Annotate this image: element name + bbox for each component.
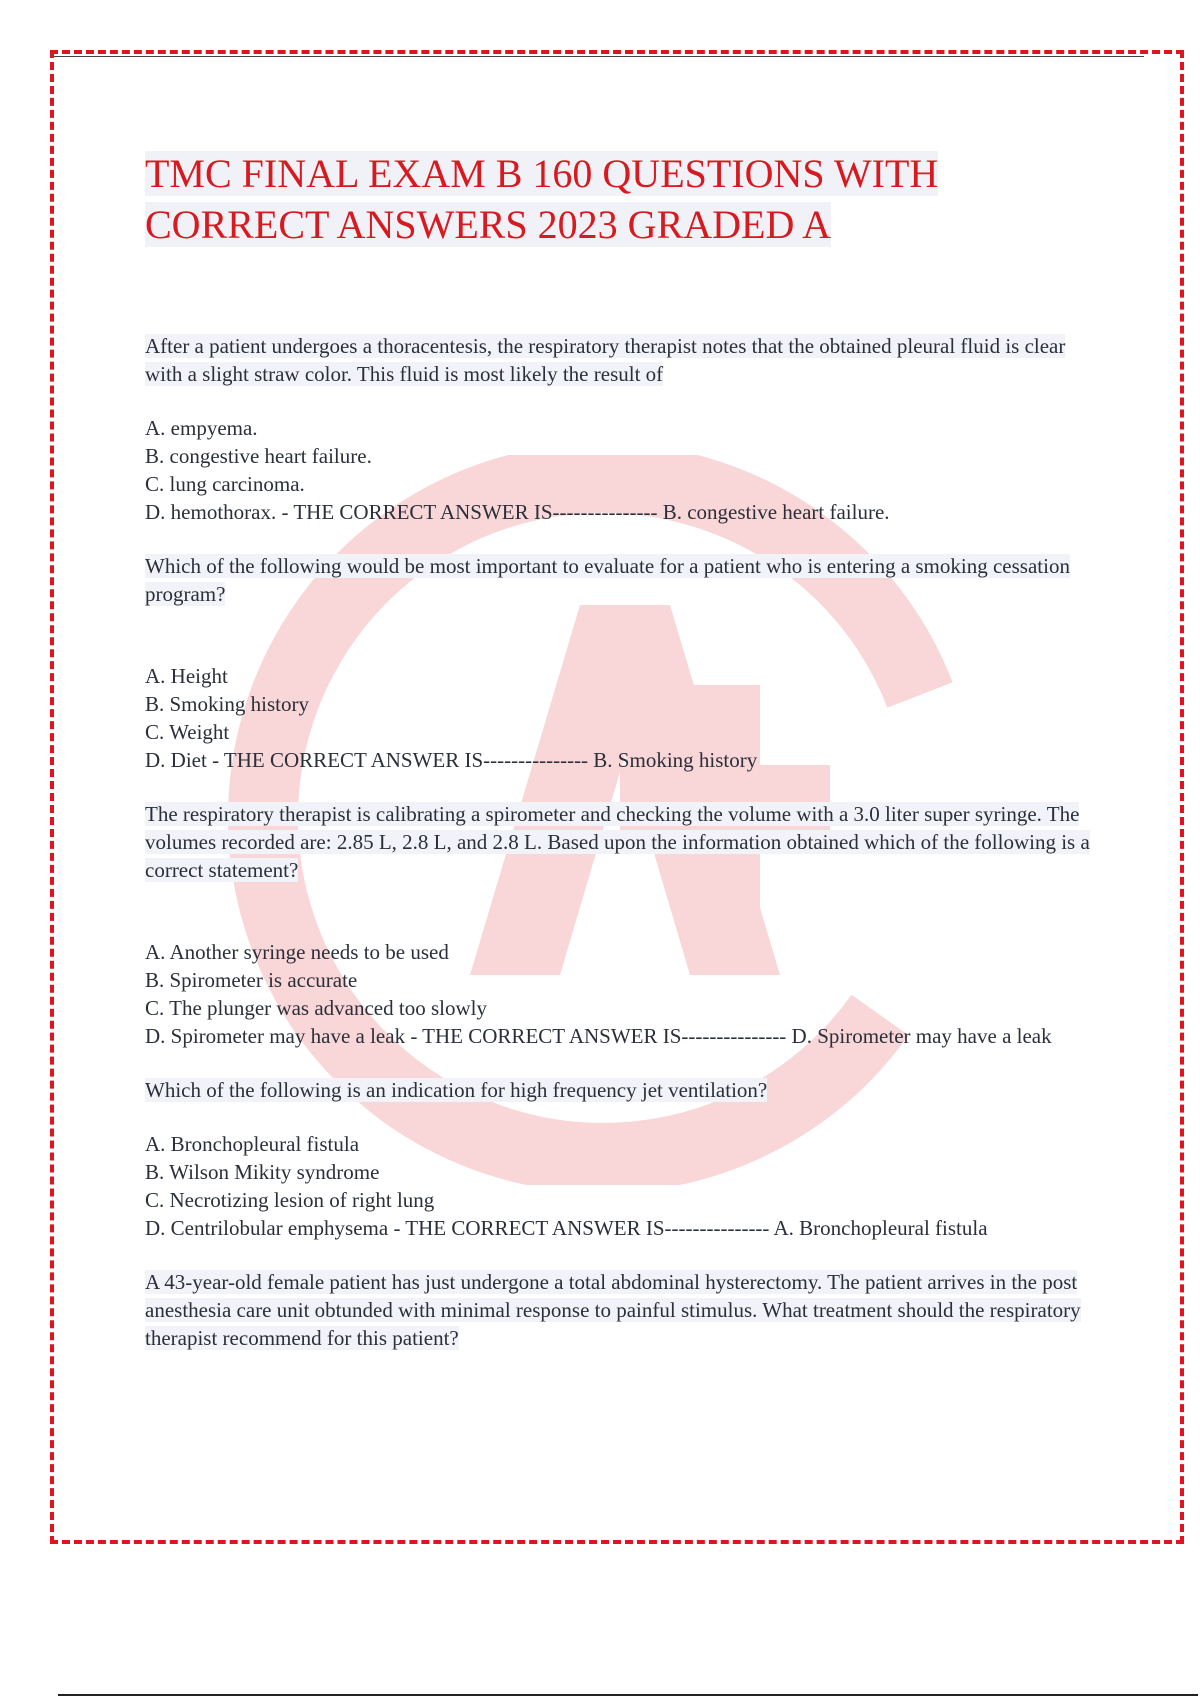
option-b: B. Wilson Mikity syndrome — [145, 1160, 380, 1184]
question-2 — [145, 552, 1095, 774]
answer-options — [145, 662, 1095, 774]
bottom-rule — [58, 1694, 1198, 1696]
option-b: B. congestive heart failure. — [145, 444, 372, 468]
question-prompt: A 43-year-old female patient has just undergone a total abdominal hysterectomy. The patient arrives in the post anesthesia care unit obtunded with minimal response to painful stimulus. What treatment should the respiratory therapist recommend for this patient? — [145, 1270, 1081, 1350]
document-content — [145, 148, 1095, 1352]
option-a: A. Bronchopleural fistula — [145, 1132, 360, 1156]
option-d-with-answer: D. Diet - THE CORRECT ANSWER IS--------------- B. Smoking history — [145, 748, 758, 772]
option-d-with-answer: D. Centrilobular emphysema - THE CORRECT ANSWER IS--------------- A. Bronchopleural fistula — [145, 1216, 988, 1240]
answer-options — [145, 1130, 1095, 1242]
question-prompt: Which of the following would be most important to evaluate for a patient who is entering a smoking cessation program? — [145, 554, 1070, 606]
option-a: A. Height — [145, 664, 228, 688]
option-b: B. Spirometer is accurate — [145, 968, 358, 992]
title-line-2: CORRECT ANSWERS 2023 GRADED A — [145, 202, 832, 247]
title-line-1: TMC FINAL EXAM B 160 QUESTIONS WITH — [145, 151, 939, 196]
question-5 — [145, 1268, 1095, 1352]
option-c: C. Necrotizing lesion of right lung — [145, 1188, 435, 1212]
option-d-with-answer: D. Spirometer may have a leak - THE CORRECT ANSWER IS--------------- D. Spirometer may have a leak — [145, 1024, 1052, 1048]
answer-options — [145, 414, 1095, 526]
question-prompt: The respiratory therapist is calibrating a spirometer and checking the volume with a 3.0 liter super syringe. The volumes recorded are: 2.85 L, 2.8 L, and 2.8 L. Based upon the information obtained which of the following is a correct statement? — [145, 802, 1090, 882]
question-4 — [145, 1076, 1095, 1242]
question-prompt: Which of the following is an indication for high frequency jet ventilation? — [145, 1078, 768, 1102]
option-d-with-answer: D. hemothorax. - THE CORRECT ANSWER IS--------------- B. congestive heart failure. — [145, 500, 890, 524]
question-1 — [145, 332, 1095, 526]
page-title — [145, 148, 1095, 250]
question-list — [145, 332, 1095, 1352]
option-a: A. empyema. — [145, 416, 258, 440]
question-3 — [145, 800, 1095, 1050]
option-c: C. lung carcinoma. — [145, 472, 305, 496]
option-a: A. Another syringe needs to be used — [145, 940, 449, 964]
option-b: B. Smoking history — [145, 692, 309, 716]
question-prompt: After a patient undergoes a thoracentesis, the respiratory therapist notes that the obtained pleural fluid is clear with a slight straw color. This fluid is most likely the result of — [145, 334, 1066, 386]
option-c: C. The plunger was advanced too slowly — [145, 996, 487, 1020]
answer-options — [145, 938, 1095, 1050]
option-c: C. Weight — [145, 720, 230, 744]
